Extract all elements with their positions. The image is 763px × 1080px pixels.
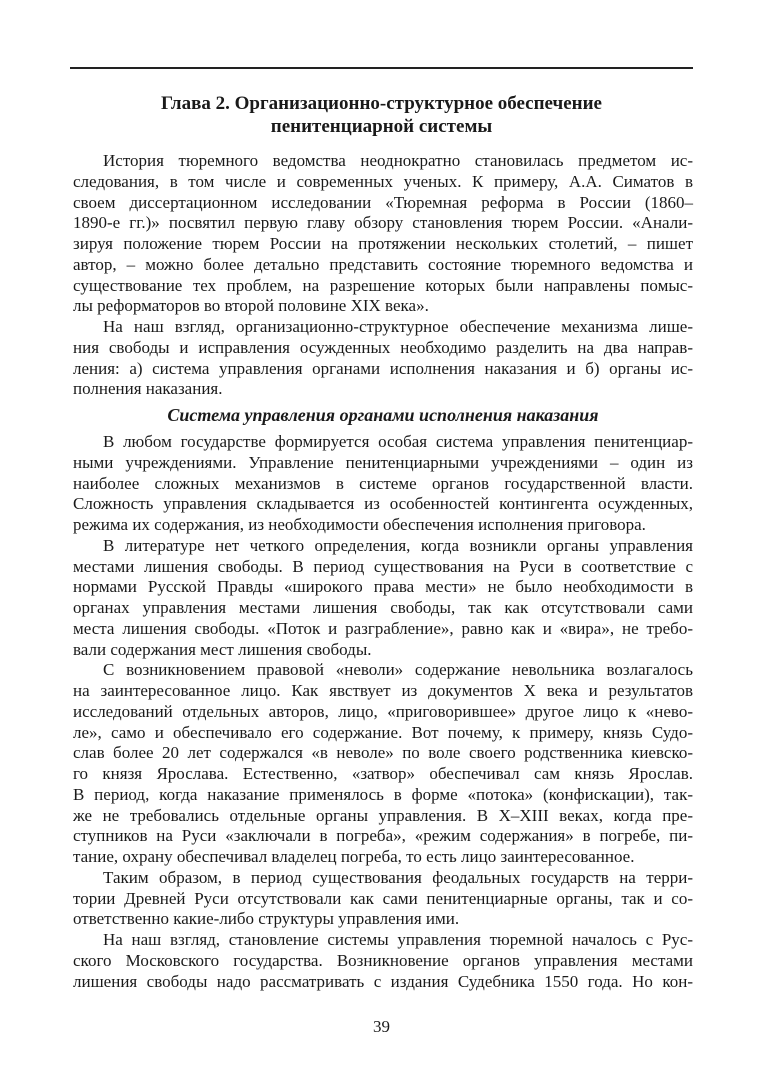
- paragraph: [73, 317, 693, 400]
- header-rule: [70, 67, 693, 69]
- text-line: ния свободы и исправления осужденных необходимо разделить на два направ-: [73, 337, 693, 357]
- text-line: зируя положение тюрем России на протяжении нескольких столетий, – пишет: [73, 234, 693, 253]
- text-line: места лишения свободы. «Поток и разграбление», равно как и «вира», не требо-: [73, 618, 693, 638]
- page-number: 39: [373, 1017, 390, 1036]
- text-line: лы реформаторов во второй половине XIX века».: [73, 296, 429, 316]
- text-line: ступников на Руси «заключали в погреба», «режим содержания» в погребе, пи-: [73, 826, 693, 846]
- text-line: ле», само и обеспечивало его содержание. Вот почему, к примеру, князь Судо-: [73, 722, 693, 742]
- text-line: го князя Ярослава. Естественно, «затвор» обеспечивал сам князь Ярослав.: [73, 764, 693, 783]
- paragraph: [73, 536, 693, 661]
- text-line: вали содержания мест лишения свободы.: [73, 639, 372, 659]
- text-line: тории Древней Руси отсутствовали как сами пенитенциарные органы, так и со-: [73, 888, 693, 908]
- text-line: тание, охрану обеспечивал владелец погреба, то есть лицо заинтересованное.: [73, 847, 635, 866]
- text-line: На наш взгляд, становление системы управления тюремной началось с Рус-: [103, 930, 693, 949]
- text-line: на заинтересованное лицо. Как явствует из документов X века и результатов: [73, 681, 693, 700]
- text-line: органах управления местами лишения свободы, так как отсутствовали сами: [73, 598, 693, 617]
- paragraph: [73, 432, 693, 536]
- text-line: исследований отдельных авторов, лицо, «приговорившее» другое лицо к «нево-: [73, 701, 693, 721]
- text-line: В любом государстве формируется особая система управления пенитенциар-: [103, 432, 693, 451]
- text-line: ными учреждениями. Управление пенитенциарными учреждениями – один из: [73, 452, 693, 472]
- chapter-title-line: пенитенциарной системы: [270, 116, 493, 137]
- text-line: следования, в том числе и современных ученых. К примеру, А.А. Симатов в: [73, 171, 693, 191]
- chapter-title-line: Глава 2. Организационно-структурное обеспечение: [160, 93, 602, 114]
- paragraph: [73, 868, 693, 930]
- text-line: автор, – можно более детально представить состояние тюремного ведомства и: [73, 254, 693, 274]
- text-line: режима их содержания, из необходимости обеспечения исполнения приговора.: [73, 515, 646, 534]
- text-line: 1890-е гг.)» посвятил первую главу обзору становления тюрем России. «Анали-: [73, 213, 693, 233]
- text-line: слав более 20 лет содержался «в неволе» по воле своего родственника киевско-: [73, 743, 693, 763]
- text-line: В период, когда наказание применялось в форме «потока» (конфискации), так-: [73, 784, 693, 804]
- text-line: С возникновением правовой «неволи» содержание невольника возлагалось: [103, 660, 693, 680]
- text-line: Таким образом, в период существования феодальных государств на терри-: [103, 867, 693, 887]
- text-line: На наш взгляд, организационно-структурное обеспечение механизма лише-: [103, 317, 693, 336]
- paragraph: [73, 930, 693, 992]
- text-line: своем диссертационном исследовании «Тюремная реформа в России (1860–: [73, 192, 693, 212]
- paragraph: [73, 151, 693, 317]
- text-line: нормами Русской Правды «широкого права мести» не было необходимости в: [73, 577, 693, 597]
- text-line: полнения наказания.: [73, 379, 223, 399]
- text-line: лишения свободы надо рассматривать с издания Судебника 1550 года. Но кон-: [73, 971, 693, 991]
- text-line: же не требовались отдельные органы управления. В X–XIII веках, когда пре-: [73, 805, 693, 825]
- text-line: ского Московского государства. Возникновение органов управления местами: [73, 950, 693, 970]
- paragraph: [73, 660, 693, 868]
- chapter-title: [70, 92, 693, 138]
- section-heading: Система управления органами исполнения наказания: [167, 405, 599, 425]
- text-line: Сложность управления складывается из особенностей контингента осужденных,: [73, 494, 693, 514]
- text-line: наиболее сложных механизмов в системе органов государственной власти.: [73, 473, 693, 493]
- text-line: местами лишения свободы. В период существования на Руси в соответствие с: [73, 556, 693, 576]
- text-line: ответственно какие-либо структуры управления ими.: [73, 909, 460, 929]
- body-text: [73, 151, 693, 992]
- text-line: В литературе нет четкого определения, когда возникли органы управления: [103, 535, 693, 555]
- text-line: существование тех проблем, на разрешение которых были направлены помыс-: [73, 275, 693, 295]
- text-line: История тюремного ведомства неоднократно становилась предметом ис-: [103, 151, 693, 170]
- text-line: ления: а) система управления органами исполнения наказания и б) органы ис-: [73, 358, 693, 378]
